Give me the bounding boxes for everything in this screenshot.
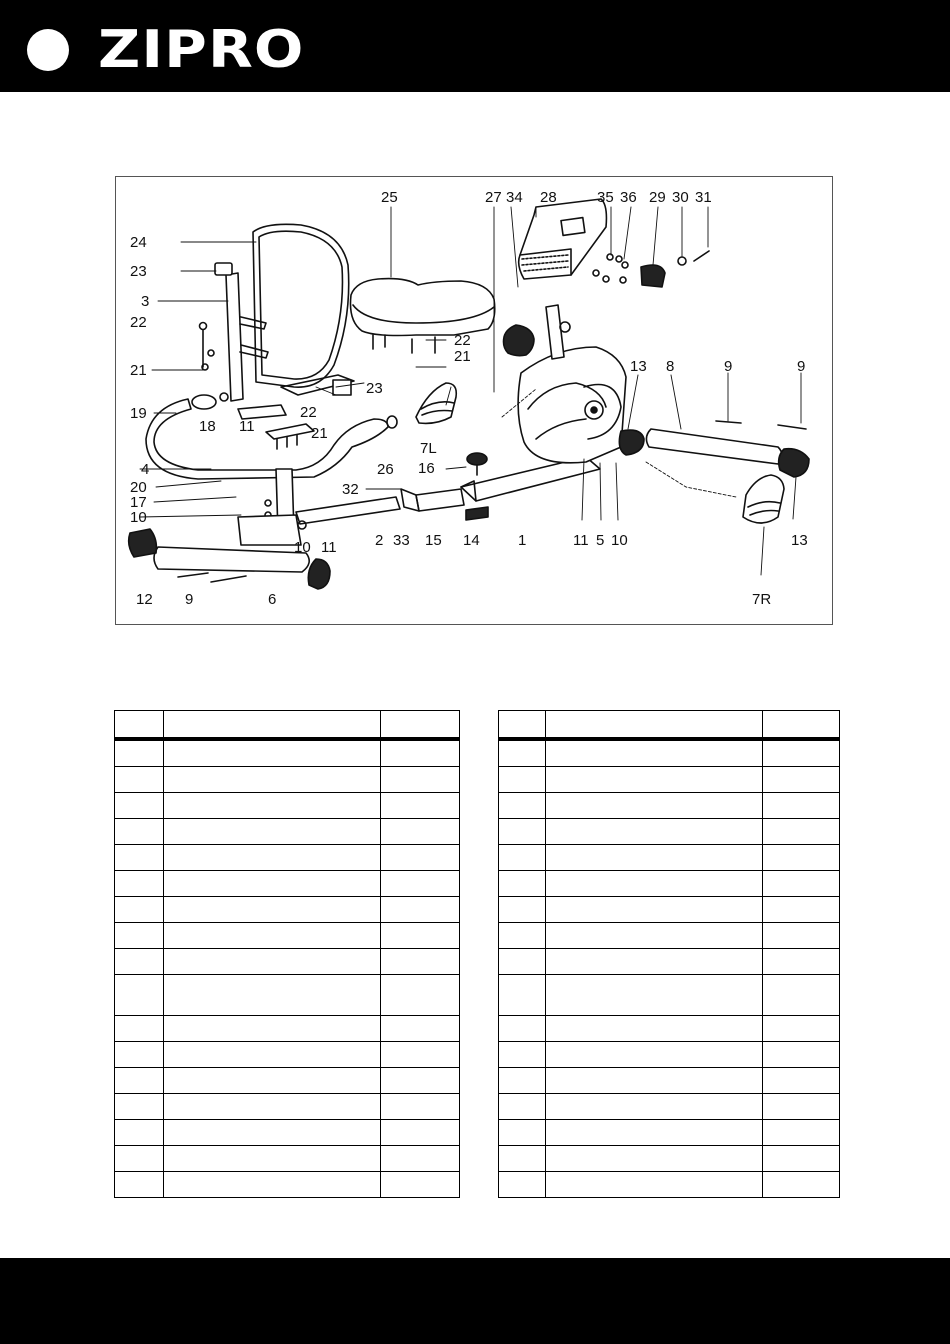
callout-30: 30: [672, 189, 689, 206]
callout-20: 20: [130, 479, 147, 496]
table-row: [115, 1042, 460, 1068]
table-row: [499, 897, 840, 923]
callout-6: 6: [268, 591, 277, 608]
exploded-parts-diagram: [115, 176, 833, 625]
table-row: [115, 871, 460, 897]
table-header-row: [115, 711, 460, 740]
table-row: [499, 1146, 840, 1172]
table-row: [115, 793, 460, 819]
callout-28: 28: [540, 189, 557, 206]
callout-23: 23: [366, 380, 383, 397]
callout-25: 25: [381, 189, 398, 206]
callout-26: 26: [377, 461, 394, 478]
callout-29: 29: [649, 189, 666, 206]
callout-9: 9: [185, 591, 194, 608]
seat-post-tube: [226, 273, 243, 401]
callout-23: 23: [130, 263, 147, 280]
callout-13: 13: [630, 358, 647, 375]
callout-9: 9: [724, 358, 733, 375]
callout-10: 10: [294, 539, 311, 556]
callout-16: 16: [418, 460, 435, 477]
callout-22: 22: [130, 314, 147, 331]
callout-19: 19: [130, 405, 147, 422]
console: [519, 199, 607, 279]
callout-8: 8: [666, 358, 675, 375]
callout-10: 10: [130, 509, 147, 526]
table-row: [499, 1172, 840, 1198]
console-mast: [546, 305, 564, 359]
table-row: [499, 739, 840, 767]
foot-cap-right: [308, 559, 330, 589]
table-row: [115, 975, 460, 1016]
callout-31: 31: [695, 189, 712, 206]
callout-2: 2: [375, 532, 384, 549]
table-row: [499, 949, 840, 975]
table-row: [115, 1068, 460, 1094]
seat-post-cap: [215, 263, 232, 275]
callout-24: 24: [130, 234, 147, 251]
table-row: [115, 923, 460, 949]
table-row: [499, 1042, 840, 1068]
main-housing: [518, 347, 626, 463]
table-row: [499, 1094, 840, 1120]
table-row: [115, 1016, 460, 1042]
table-row: [499, 975, 840, 1016]
table-row: [499, 871, 840, 897]
seat-back-pad: [253, 224, 349, 387]
table-row: [499, 819, 840, 845]
callout-4: 4: [141, 461, 150, 478]
callout-22: 22: [300, 404, 317, 421]
table-row: [115, 739, 460, 767]
table-row: [115, 1172, 460, 1198]
callout-11: 11: [573, 532, 589, 549]
callout-27: 27: [485, 189, 502, 206]
table-header-row: [499, 711, 840, 740]
callout-12: 12: [136, 591, 153, 608]
callout-7R: 7R: [752, 591, 772, 608]
callout-14: 14: [463, 532, 480, 549]
callout-10: 10: [611, 532, 628, 549]
seat-cushion: [350, 279, 494, 336]
table-row: [115, 1094, 460, 1120]
callout-32: 32: [342, 481, 359, 498]
table-row: [499, 1016, 840, 1042]
parts-table-right: [498, 710, 840, 1198]
logo-circle-icon: [27, 29, 69, 71]
footer-bar: [0, 1258, 950, 1344]
brand-logo: ZIPRO: [98, 20, 305, 80]
callout-34: 34: [506, 189, 523, 206]
table-row: [115, 897, 460, 923]
main-frame-rail: [296, 497, 400, 524]
table-row: [115, 819, 460, 845]
diagram-drawing: [116, 177, 832, 624]
callout-15: 15: [425, 532, 442, 549]
callout-33: 33: [393, 532, 410, 549]
callout-21: 21: [130, 362, 147, 379]
table-row: [499, 1120, 840, 1146]
callout-13: 13: [791, 532, 808, 549]
parts-table-left: [114, 710, 460, 1198]
callout-35: 35: [597, 189, 614, 206]
callout-17: 17: [130, 494, 147, 511]
callout-11: 11: [321, 539, 337, 556]
front-stabilizer: [646, 429, 782, 464]
table-row: [499, 1068, 840, 1094]
table-row: [499, 793, 840, 819]
callout-9: 9: [797, 358, 806, 375]
rear-stabilizer: [154, 547, 309, 572]
callout-18: 18: [199, 418, 216, 435]
table-row: [499, 923, 840, 949]
callout-11: 11: [239, 418, 255, 435]
callout-5: 5: [596, 532, 605, 549]
pedal-right: [743, 475, 784, 523]
table-row: [115, 845, 460, 871]
table-row: [499, 845, 840, 871]
console-cover-29: [641, 265, 665, 287]
callout-1: 1: [518, 532, 527, 549]
callout-3: 3: [141, 293, 150, 310]
callout-21: 21: [311, 425, 328, 442]
table-row: [115, 1146, 460, 1172]
table-row: [499, 767, 840, 793]
callout-36: 36: [620, 189, 637, 206]
table-row: [115, 1120, 460, 1146]
callout-22: 22: [454, 332, 471, 349]
header-bar: [0, 0, 950, 92]
table-row: [115, 767, 460, 793]
foot-cap-front-right: [779, 449, 809, 477]
callout-7L: 7L: [420, 440, 437, 457]
callout-21: 21: [454, 348, 471, 365]
table-row: [115, 949, 460, 975]
foot-cap-left: [129, 529, 157, 557]
